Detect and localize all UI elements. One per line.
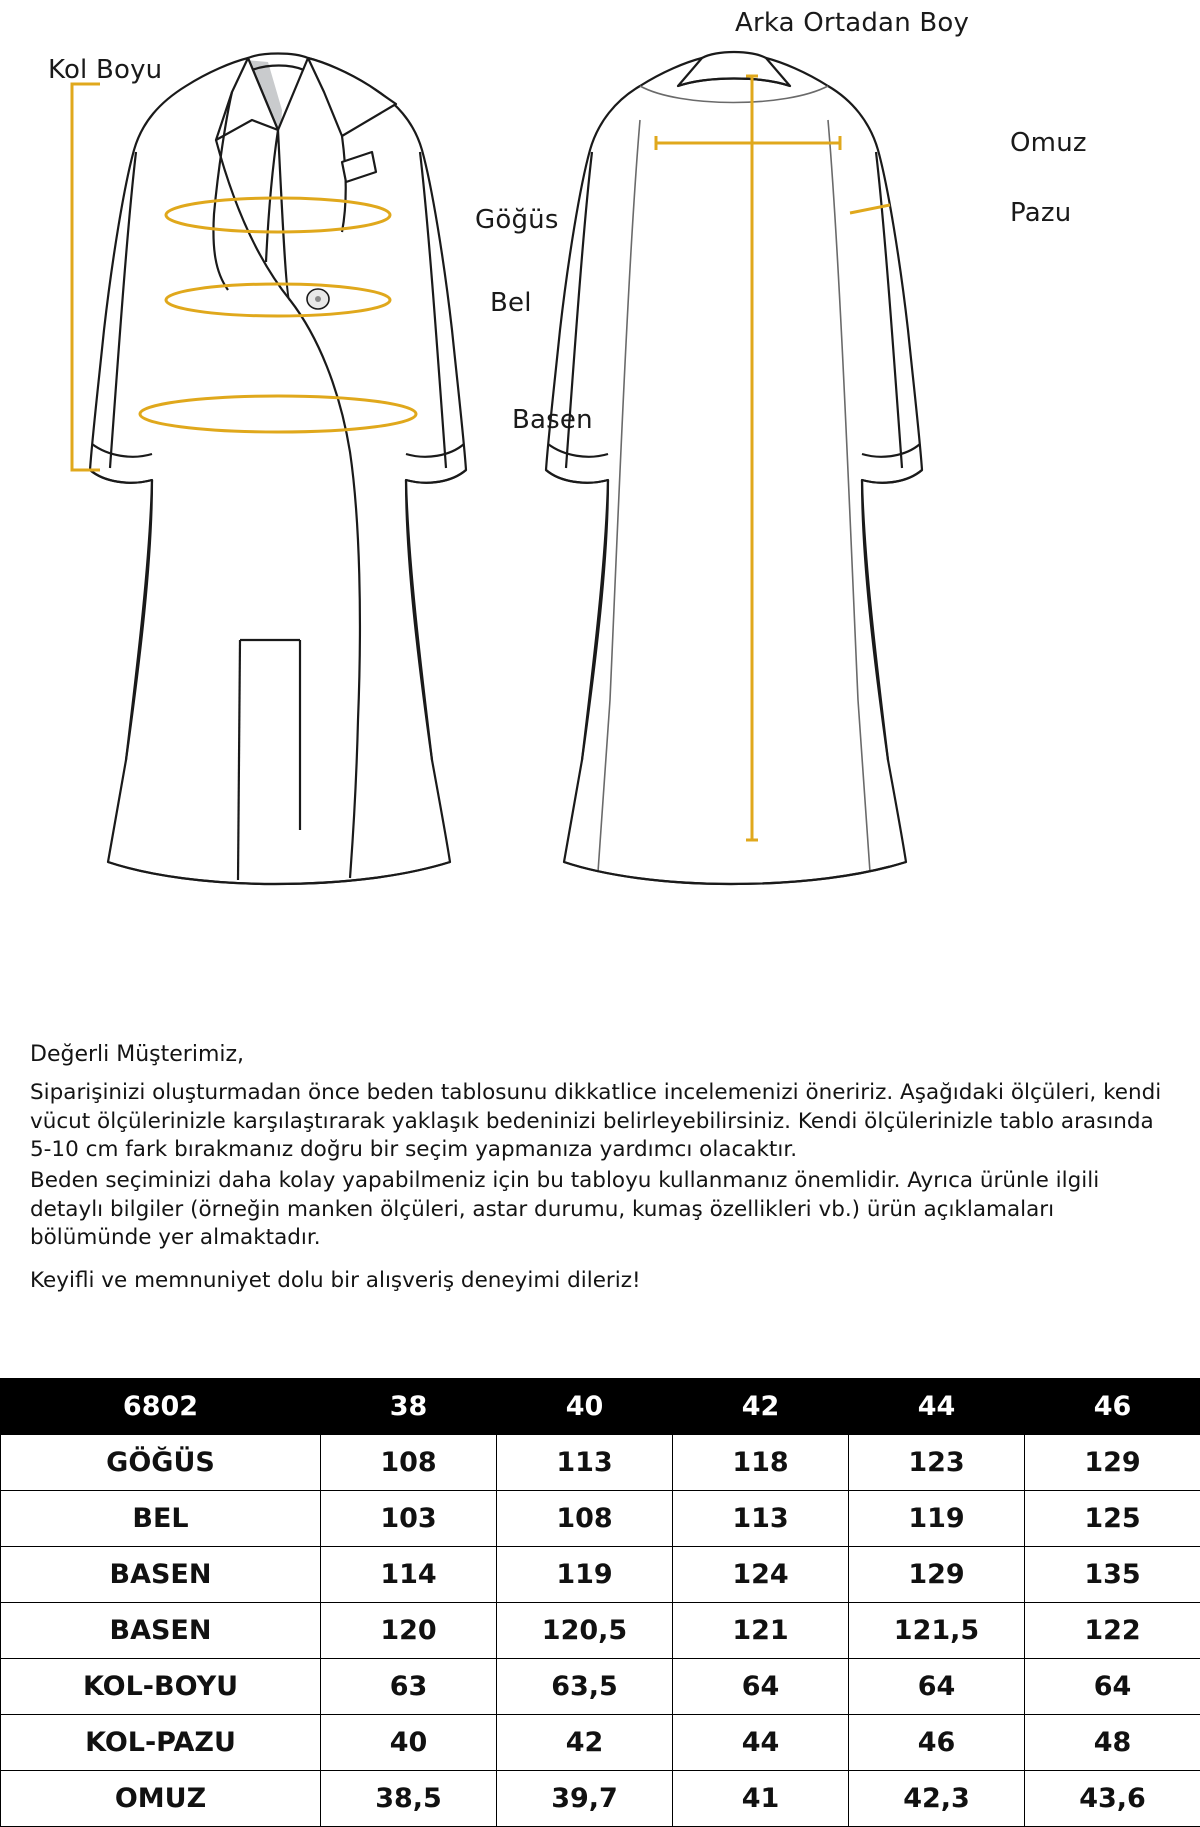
table-cell: 43,6: [1025, 1771, 1200, 1827]
row-label: BEL: [1, 1491, 321, 1547]
table-cell: 129: [1025, 1435, 1200, 1491]
table-header-row: [1, 1379, 1200, 1435]
label-gogus: Göğüs: [475, 205, 559, 235]
table-cell: 48: [1025, 1715, 1200, 1771]
label-pazu: Pazu: [1010, 198, 1071, 228]
table-cell: 46: [849, 1715, 1025, 1771]
size-table: [0, 1378, 1200, 1827]
table-cell: 63,5: [497, 1659, 673, 1715]
garment-measurement-diagram: [0, 0, 1200, 900]
row-label: BASEN: [1, 1547, 321, 1603]
table-cell: 40: [321, 1715, 497, 1771]
table-cell: 64: [1025, 1659, 1200, 1715]
label-kol-boyu: Kol Boyu: [48, 55, 162, 85]
row-label: KOL-BOYU: [1, 1659, 321, 1715]
table-header-cell: 38: [321, 1379, 497, 1435]
customer-notice: [30, 1040, 1170, 1295]
table-cell: 119: [497, 1547, 673, 1603]
table-cell: 64: [673, 1659, 849, 1715]
table-cell: 113: [497, 1435, 673, 1491]
table-header-cell: 6802: [1, 1379, 321, 1435]
table-cell: 121,5: [849, 1603, 1025, 1659]
label-basen: Basen: [512, 405, 593, 435]
table-cell: 38,5: [321, 1771, 497, 1827]
table-cell: 121: [673, 1603, 849, 1659]
table-cell: 118: [673, 1435, 849, 1491]
label-bel: Bel: [490, 288, 532, 318]
back-view: [546, 52, 922, 884]
table-cell: 39,7: [497, 1771, 673, 1827]
table-row: [1, 1659, 1200, 1715]
table-cell: 42: [497, 1715, 673, 1771]
table-row: [1, 1771, 1200, 1827]
table-cell: 124: [673, 1547, 849, 1603]
table-cell: 108: [321, 1435, 497, 1491]
row-label: BASEN: [1, 1603, 321, 1659]
table-cell: 114: [321, 1547, 497, 1603]
table-cell: 135: [1025, 1547, 1200, 1603]
label-arka-ortadan-boy: Arka Ortadan Boy: [735, 8, 969, 38]
table-cell: 122: [1025, 1603, 1200, 1659]
notice-paragraph-1: Siparişinizi oluşturmadan önce beden tablosunu dikkatlice incelemenizi öneririz. Aşağıdaki ölçüleri, kendi vücut ölçülerinizle karşılaştırarak yaklaşık bedeninizi belirleyebilirsiniz. Kendi ölçülerinizle tablo arasında 5-10 cm fark bırakmanız doğru bir seçim yapmanıza yardımcı olacaktır.: [30, 1079, 1170, 1165]
table-cell: 113: [673, 1491, 849, 1547]
table-header-cell: 42: [673, 1379, 849, 1435]
table-cell: 44: [673, 1715, 849, 1771]
table-cell: 125: [1025, 1491, 1200, 1547]
table-row: [1, 1547, 1200, 1603]
table-header-cell: 40: [497, 1379, 673, 1435]
table-row: [1, 1435, 1200, 1491]
table-row: [1, 1491, 1200, 1547]
table-row: [1, 1603, 1200, 1659]
table-cell: 120,5: [497, 1603, 673, 1659]
label-omuz: Omuz: [1010, 128, 1087, 158]
size-table-container: [0, 1378, 1200, 1827]
table-cell: 42,3: [849, 1771, 1025, 1827]
table-cell: 129: [849, 1547, 1025, 1603]
row-label: OMUZ: [1, 1771, 321, 1827]
table-cell: 123: [849, 1435, 1025, 1491]
notice-paragraph-2: Beden seçiminizi daha kolay yapabilmeniz için bu tabloyu kullanmanız önemlidir. Ayrıca ürünle ilgili detaylı bilgiler (örneğin manken ölçüleri, astar durumu, kumaş özellikleri vb.) ürün açıklamaları bölümünde yer almaktadır.: [30, 1167, 1170, 1253]
table-row: [1, 1715, 1200, 1771]
table-cell: 64: [849, 1659, 1025, 1715]
table-header-cell: 44: [849, 1379, 1025, 1435]
notice-greeting: Değerli Müşterimiz,: [30, 1040, 1170, 1069]
table-cell: 63: [321, 1659, 497, 1715]
row-label: GÖĞÜS: [1, 1435, 321, 1491]
row-label: KOL-PAZU: [1, 1715, 321, 1771]
table-cell: 41: [673, 1771, 849, 1827]
notice-paragraph-3: Keyifli ve memnuniyet dolu bir alışveriş deneyimi dileriz!: [30, 1267, 1170, 1296]
table-header-cell: 46: [1025, 1379, 1200, 1435]
table-cell: 103: [321, 1491, 497, 1547]
table-cell: 120: [321, 1603, 497, 1659]
table-cell: 119: [849, 1491, 1025, 1547]
table-cell: 108: [497, 1491, 673, 1547]
